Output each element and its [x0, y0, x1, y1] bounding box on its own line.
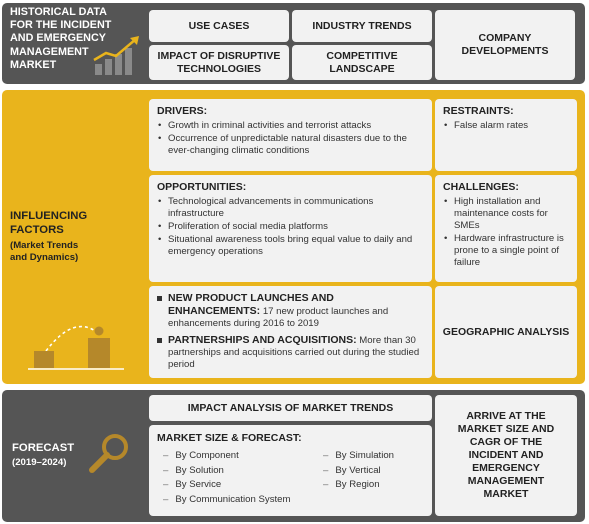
list-item: – By Service: [163, 478, 291, 493]
influencing-factors-subtitle: [10, 240, 78, 264]
drivers-box: [149, 99, 432, 171]
historical-title-line: FOR THE INCIDENT: [10, 19, 112, 32]
list-item: – By Communication System: [163, 493, 291, 508]
influencing-title-line: FACTORS: [10, 224, 64, 236]
restraints-box: [435, 99, 577, 171]
industry-trends-box: [292, 10, 432, 42]
list-item: – By Solution: [163, 464, 291, 479]
industry-trends-label: INDUSTRY TRENDS: [312, 19, 412, 32]
magnifier-icon: [86, 430, 134, 478]
impact-analysis-box: [149, 395, 432, 421]
restraints-title: RESTRAINTS:: [443, 105, 514, 117]
growth-chart-icon: [92, 34, 144, 78]
segment-list-left: [163, 449, 291, 507]
list-item: • High installation and maintenance costs for SMEs: [443, 196, 569, 232]
company-developments-box: [435, 10, 575, 80]
list-item: • Proliferation of social media platforms: [157, 221, 424, 233]
opportunities-box: [149, 175, 432, 282]
use-cases-box: [149, 10, 289, 42]
partnerships-entry: [157, 334, 424, 371]
bullet-square: [157, 338, 162, 343]
opportunities-title: OPPORTUNITIES:: [157, 181, 247, 193]
forecast-title: FORECAST: [12, 442, 75, 454]
list-item: – By Component: [163, 449, 291, 464]
company-developments-label: COMPANY DEVELOPMENTS: [461, 32, 549, 57]
drivers-title: DRIVERS:: [157, 105, 208, 117]
historical-title-line: HISTORICAL DATA: [10, 6, 107, 18]
geographic-analysis-box: [435, 286, 577, 378]
list-item: • False alarm rates: [443, 120, 569, 132]
partnerships-text: More than 30 partnerships and acquisitions carried out during the studied period: [168, 335, 420, 370]
list-item: • Growth in criminal activities and terrorist attacks: [157, 120, 424, 132]
progress-blocks-icon: [26, 318, 126, 374]
launches-text: 17 new product launches and enhancements during 2016 to 2019: [168, 306, 389, 329]
list-item: • Technological advancements in communications infrastructure: [157, 196, 424, 220]
competitive-landscape-label: COMPETITIVE LANDSCAPE: [326, 49, 398, 75]
historical-title-line: MANAGEMENT: [10, 45, 89, 58]
historical-title-line: MARKET: [10, 58, 57, 71]
segment-list-right: [323, 449, 394, 493]
historical-title-line: AND EMERGENCY: [10, 32, 106, 45]
influencing-subtitle-line: (Market Trends: [10, 240, 79, 251]
forecast-period: (2019–2024): [12, 457, 67, 468]
list-item: • Hardware infrastructure is prone to a single point of failure: [443, 233, 569, 269]
impact-analysis-label: IMPACT ANALYSIS OF MARKET TRENDS: [187, 401, 394, 414]
partnerships-heading: PARTNERSHIPS AND ACQUISITIONS:: [168, 334, 357, 346]
arrive-at-market-size-box: [435, 395, 577, 516]
market-size-title: MARKET SIZE & FORECAST:: [157, 432, 302, 444]
arrive-at-market-size-label: ARRIVE AT THE MARKET SIZE AND CAGR OF THE INCIDENT AND EMERGENCY MANAGEMENT MARKET: [457, 410, 555, 500]
influencing-title-line: INFLUENCING: [10, 210, 88, 222]
list-item: • Occurrence of unpredictable natural disasters due to the ever-changing climatic conditions: [157, 133, 424, 157]
challenges-title: CHALLENGES:: [443, 181, 519, 193]
bullet-square: [157, 296, 162, 301]
challenges-box: [435, 175, 577, 282]
competitive-landscape-box: [292, 45, 432, 80]
list-item: • Situational awareness tools bring equal value to daily and emergency operations: [157, 234, 424, 258]
developments-box: [149, 286, 432, 378]
drivers-list: [157, 120, 424, 157]
launches-entry: [157, 292, 424, 330]
disruptive-technologies-box: [149, 45, 289, 80]
restraints-list: [443, 120, 569, 132]
list-item: – By Vertical: [323, 464, 394, 479]
use-cases-label: USE CASES: [188, 19, 250, 32]
influencing-factors-title: [10, 209, 87, 237]
influencing-subtitle-line: and Dynamics): [10, 252, 79, 263]
geographic-analysis-label: GEOGRAPHIC ANALYSIS: [442, 325, 570, 338]
list-item: – By Region: [323, 478, 394, 493]
challenges-list: [443, 196, 569, 269]
opportunities-list: [157, 196, 424, 258]
disruptive-technologies-label: IMPACT OF DISRUPTIVE TECHNOLOGIES: [157, 49, 281, 75]
market-size-forecast-box: [149, 425, 432, 516]
launches-heading: NEW PRODUCT LAUNCHES AND ENHANCEMENTS:: [168, 292, 334, 317]
list-item: – By Simulation: [323, 449, 394, 464]
